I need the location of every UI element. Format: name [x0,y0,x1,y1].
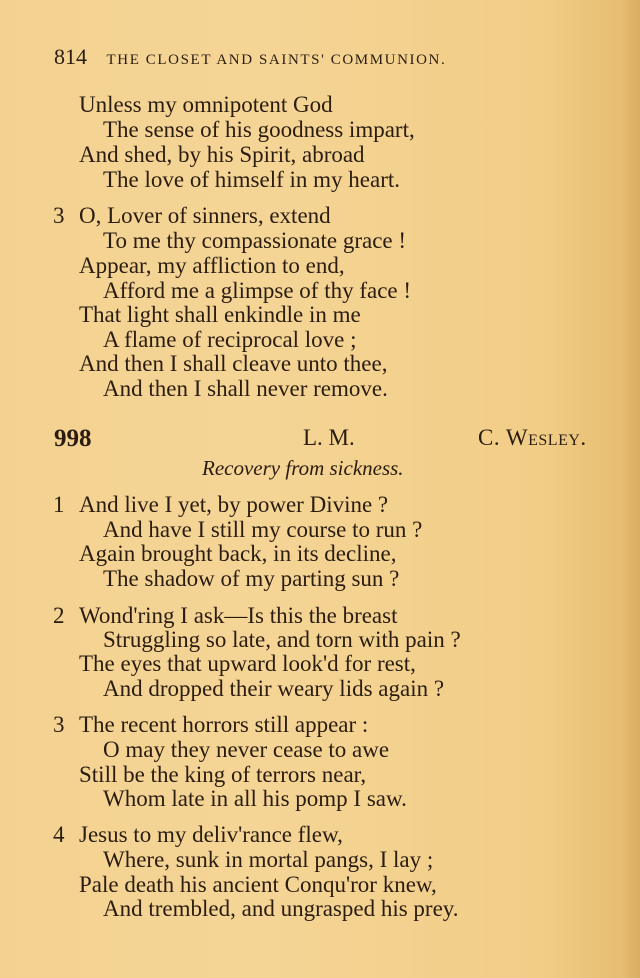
stanza-number: 3 [53,712,65,737]
hymn-title: Recovery from sickness. [202,456,404,480]
verse-line: And live I yet, by power Divine ? [79,492,389,517]
verse-line: The love of himself in my heart. [103,167,401,192]
verse-line: That light shall enkindle in me [79,302,361,327]
verse-line: The shadow of my parting sun ? [103,566,400,591]
page-header [54,44,446,70]
verse-line: Jesus to my deliv'rance flew, [79,822,343,847]
verse-line: Again brought back, in its decline, [79,541,397,566]
stanza-number: 2 [53,603,65,628]
verse-line: The eyes that upward look'd for rest, [79,651,416,676]
verse-line: O may they never cease to awe [103,737,390,762]
verse-line: Appear, my affliction to end, [79,253,345,278]
stanza-number: 4 [53,822,65,847]
running-title: THE CLOSET AND SAINTS' COMMUNION. [106,52,447,68]
stanza-number: 3 [53,203,65,228]
verse-line: Where, sunk in mortal pangs, I lay ; [103,847,434,872]
verse-line: The sense of his goodness impart, [103,117,415,142]
verse-line: To me thy compassionate grace ! [103,228,407,253]
verse-line: Unless my omnipotent God [79,92,333,117]
hymn-number: 998 [54,425,92,452]
verse-line: Still be the king of terrors near, [79,762,367,787]
hymn-meter: L. M. [303,425,355,450]
verse-line: And shed, by his Spirit, abroad [79,142,365,167]
verse-line: And trembled, and ungrasped his prey. [103,896,459,921]
verse-line: And then I shall cleave unto thee, [79,351,388,376]
verse-line: Struggling so late, and torn with pain ? [103,627,461,652]
verse-line: Whom late in all his pomp I saw. [103,786,407,811]
verse-line: And dropped their weary lids again ? [103,676,445,701]
verse-line: And have I still my course to run ? [103,517,423,542]
hymn-author [478,425,587,451]
stanza-number: 1 [53,492,65,517]
verse-line: O, Lover of sinners, extend [79,203,331,228]
verse-line: Wond'ring I ask—Is this the breast [79,603,398,628]
author-name: C. Wesley. [478,425,587,450]
page-number: 814 [54,44,87,69]
verse-line: Afford me a glimpse of thy face ! [103,278,412,303]
verse-line: Pale death his ancient Conqu'ror knew, [79,872,437,897]
verse-line: The recent horrors still appear : [79,712,369,737]
verse-line: And then I shall never remove. [103,376,388,401]
verse-line: A flame of reciprocal love ; [103,327,357,352]
